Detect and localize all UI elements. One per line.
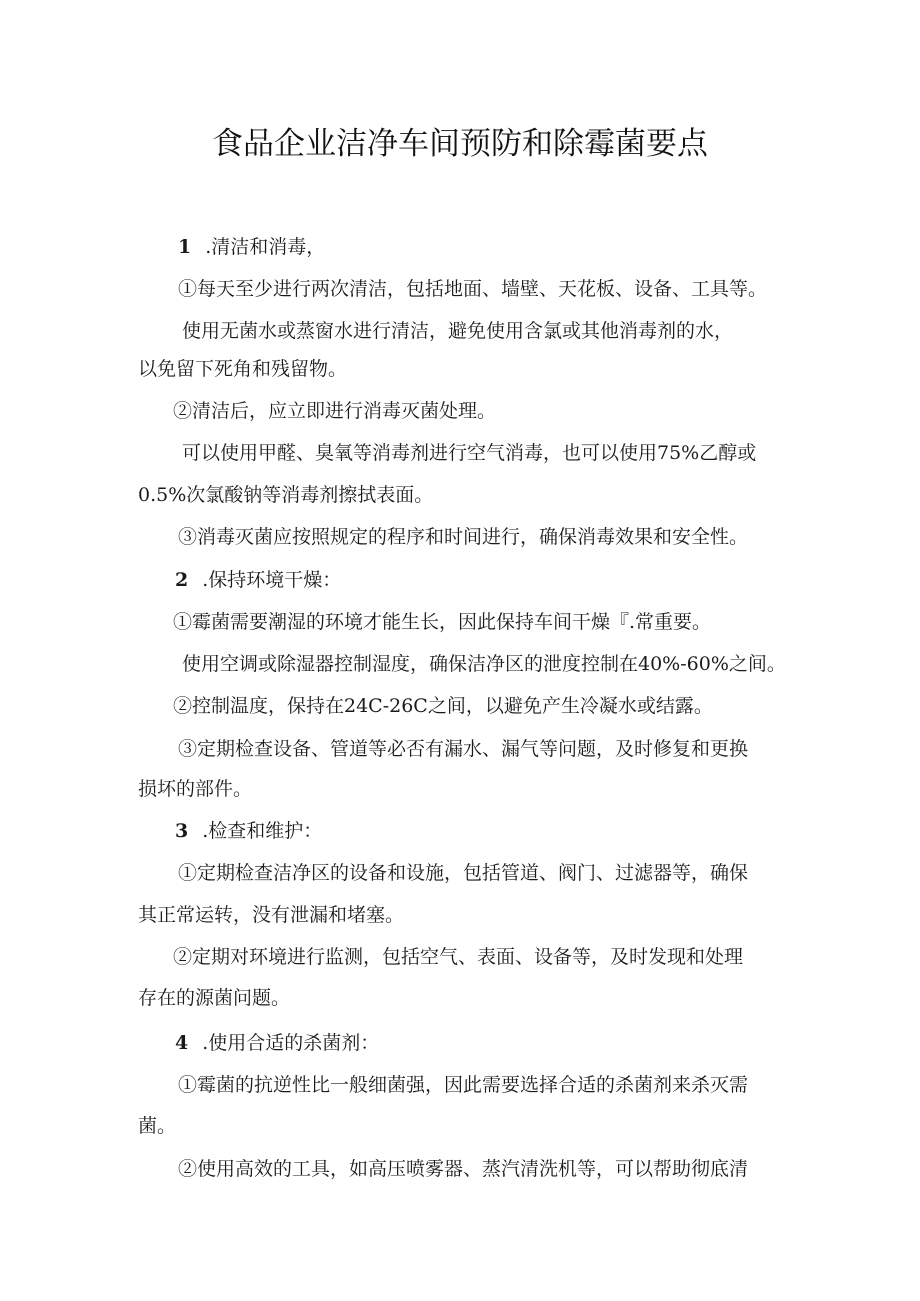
section-heading-text: .清洁和消毒， (205, 236, 326, 258)
section-number: 2 (175, 569, 189, 591)
paragraph-line: 使用空调或除湿器控制湿度，确保洁净区的泄度控制在40%-60%之间。 (182, 653, 786, 675)
section-heading-text: .使用合适的杀菌剂： (202, 1032, 380, 1054)
section-heading-2 (175, 568, 341, 592)
section-heading-text: .保持环境干燥： (202, 569, 342, 591)
paragraph-line: 可以使用甲醛、臭氧等消毒剂进行空气消毒，也可以使用75%乙醇或 (182, 442, 757, 464)
section-number: 1 (178, 236, 192, 258)
section-number: 3 (175, 820, 189, 842)
paragraph-line: ①霉菌的抗逆性比一般细菌强，因此需要选择合适的杀菌剂来杀灭需 (178, 1074, 749, 1096)
paragraph-line: ③消毒灭菌应按照规定的程序和时间进行，确保消毒效果和安全性。 (178, 526, 749, 548)
paragraph-line: ①每天至少进行两次清洁，包括地面、墙壁、天花板、设备、工具等。 (178, 278, 768, 300)
section-heading-3 (175, 819, 322, 843)
paragraph-line: 以免留下死角和残留物。 (138, 358, 348, 380)
paragraph-line: 菌。 (138, 1115, 177, 1137)
paragraph-line: ②清洁后，应立即进行消毒灭菌处理。 (173, 400, 497, 422)
paragraph-line: ②控制温度，保持在24C-26C之间，以避免产生冷凝水或结露。 (173, 695, 713, 717)
section-heading-1 (178, 235, 325, 259)
paragraph-line: ②定期对环境进行监测，包括空气、表面、设备等，及时发现和处理 (173, 946, 744, 968)
section-heading-4 (175, 1031, 379, 1055)
paragraph-line: ①定期检查洁净区的设备和设施，包括管道、阀门、过滤器等，确保 (178, 862, 749, 884)
paragraph-line: 存在的源菌问题。 (138, 987, 291, 1009)
paragraph-line: 使用无菌水或蒸窗水进行清洁，避免使用含氯或其他消毒剂的水， (182, 320, 734, 342)
section-number: 4 (175, 1032, 189, 1054)
paragraph-line: 其正常运转，没有泄漏和堵塞。 (138, 904, 405, 926)
paragraph-line: ②使用高效的工具，如高压喷雾器、蒸汽清洗机等，可以帮助彻底清 (178, 1158, 749, 1180)
paragraph-line: ①霉菌需要潮湿的环境才能生长，因此保持车间干燥『.常重要。 (173, 611, 712, 633)
paragraph-line: 损坏的部件。 (138, 778, 253, 800)
paragraph-line: 0.5%次氯酸钠等消毒剂擦拭表面。 (138, 484, 434, 506)
section-heading-text: .检查和维护： (202, 820, 323, 842)
paragraph-line: ③定期检查设备、管道等必否有漏水、漏气等问题，及时修复和更换 (178, 738, 749, 760)
document-title: 食品企业洁净车间预防和除霉菌要点 (212, 126, 708, 162)
